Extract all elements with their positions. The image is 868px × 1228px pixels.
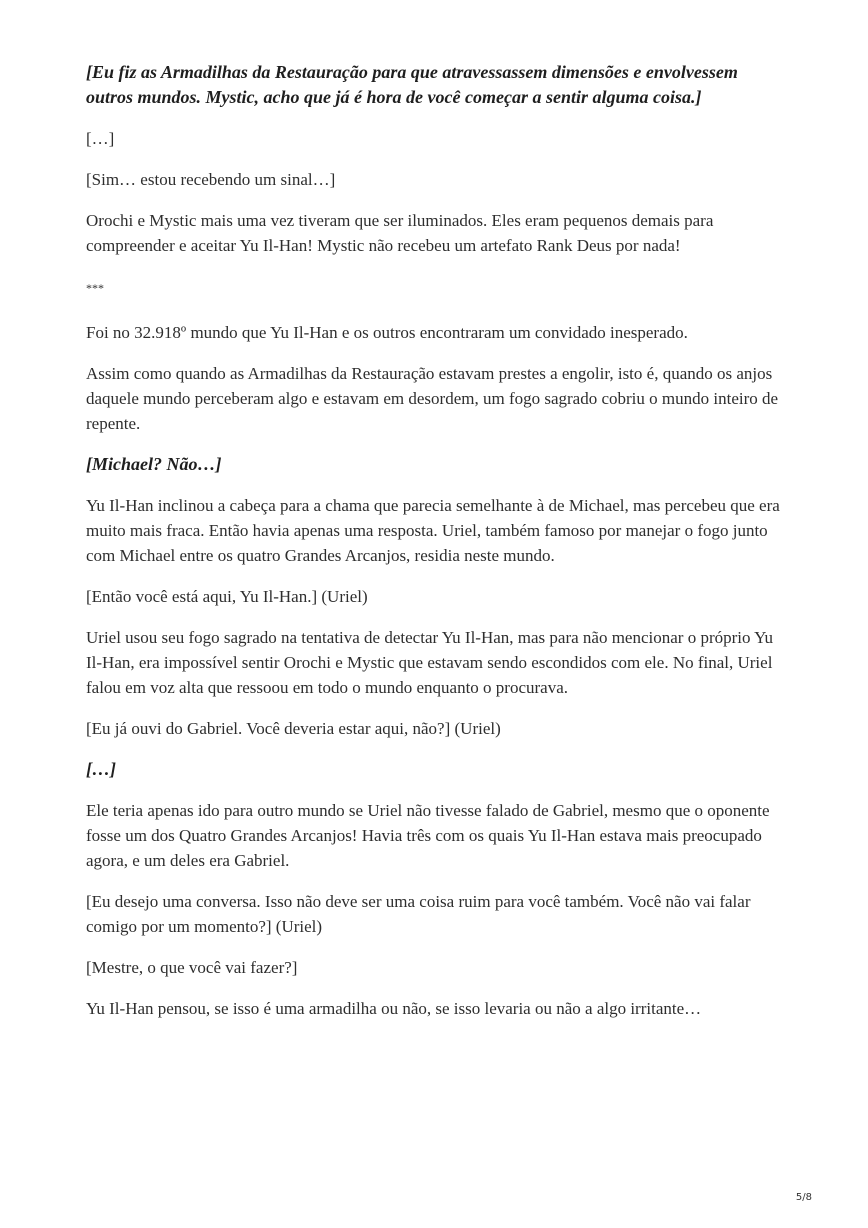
page-number: 5/8 (795, 1192, 812, 1203)
paragraph: Yu Il-Han inclinou a cabeça para a chama que parecia semelhante à de Michael, mas percebeu que era muito mais fraca. Então havia apenas uma resposta. Uriel, também famoso por manejar o fogo junto com Michael entre os quatro Grandes Arcanjos, residia neste mundo. (86, 496, 780, 565)
paragraph-quote: [Michael? Não…] (86, 454, 222, 474)
paragraph-quote: […] (86, 759, 116, 779)
paragraph: Orochi e Mystic mais uma vez tiveram que ser iluminados. Eles eram pequenos demais para compreender e aceitar Yu Il-Han! Mystic não recebeu um artefato Rank Deus por nada! (86, 211, 714, 255)
paragraph: Ele teria apenas ido para outro mundo se Uriel não tivesse falado de Gabriel, mesmo que o oponente fosse um dos Quatro Grandes Arcanjos! Havia três com os quais Yu Il-Han estava mais preocupado agora, e um deles era Gabriel. (86, 801, 770, 870)
paragraph: […] (86, 129, 115, 148)
paragraph: [Eu desejo uma conversa. Isso não deve ser uma coisa ruim para você também. Você não vai falar comigo por um momento?] (Uriel) (86, 892, 751, 936)
document-body (86, 60, 786, 1037)
paragraph: [Então você está aqui, Yu Il-Han.] (Uriel) (86, 587, 368, 606)
section-separator: *** (86, 281, 104, 295)
paragraph: [Eu já ouvi do Gabriel. Você deveria estar aqui, não?] (Uriel) (86, 719, 501, 738)
paragraph: Assim como quando as Armadilhas da Restauração estavam prestes a engolir, isto é, quando os anjos daquele mundo perceberam algo e estavam em desordem, um fogo sagrado cobriu o mundo inteiro de repente. (86, 364, 779, 433)
paragraph: Foi no 32.918º mundo que Yu Il-Han e os outros encontraram um convidado inesperado. (86, 323, 688, 342)
paragraph: Yu Il-Han pensou, se isso é uma armadilha ou não, se isso levaria ou não a algo irritante… (86, 999, 702, 1018)
paragraph: [Mestre, o que você vai fazer?] (86, 958, 298, 977)
paragraph-quote: [Eu fiz as Armadilhas da Restauração para que atravessassem dimensões e envolvessem outros mundos. Mystic, acho que já é hora de você começar a sentir alguma coisa.] (86, 62, 738, 107)
paragraph: [Sim… estou recebendo um sinal…] (86, 170, 336, 189)
paragraph: Uriel usou seu fogo sagrado na tentativa de detectar Yu Il-Han, mas para não mencionar o próprio Yu Il-Han, era impossível sentir Orochi e Mystic que estavam sendo escondidos com ele. No final, Uriel falou em voz alta que ressoou em todo o mundo enquanto o procurava. (86, 628, 774, 697)
